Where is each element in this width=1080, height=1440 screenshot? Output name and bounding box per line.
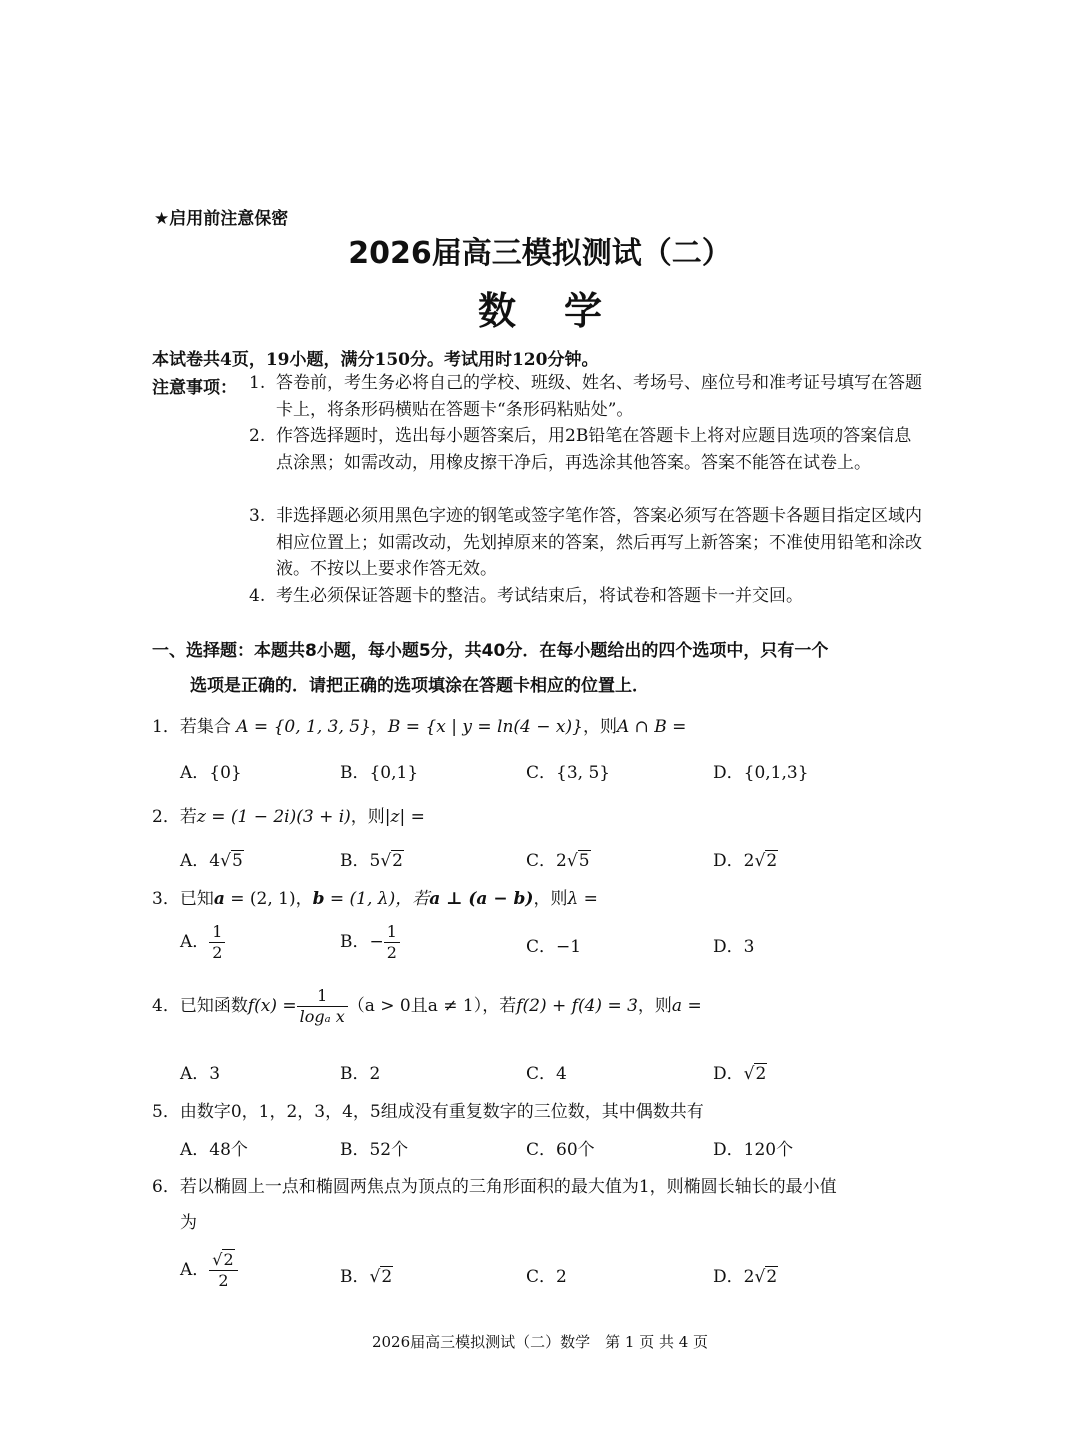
notice-item: 考生必须保证答题卡的整洁。考试结束后，将试卷和答题卡一并交回。 [276, 586, 803, 606]
sqrt: √5 [566, 851, 590, 871]
exam-summary: 本试卷共4页，19小题，满分150分。考试用时120分钟。 [152, 350, 599, 370]
sqrt: √2 [369, 1267, 393, 1287]
math-expr: B = {x | y = ln(4 − x)} [387, 717, 583, 737]
question-number: 2． [152, 807, 180, 827]
option-label: A． [180, 932, 210, 952]
option-a: A．48个 [180, 1140, 248, 1160]
confidential-mark: ★启用前注意保密 [154, 209, 289, 229]
question-number: 4． [152, 996, 180, 1016]
option-label: B． [340, 1267, 370, 1287]
option-label: B． [340, 851, 370, 871]
sqrt: √2 [212, 1250, 234, 1269]
math-expr: λ = [567, 889, 598, 909]
denominator: 2 [218, 1271, 229, 1290]
vector-b: b [312, 889, 325, 909]
section-line: 选项是正确的．请把正确的选项填涂在答题卡相应的位置上． [190, 676, 649, 696]
option-b: B．52个 [340, 1140, 409, 1160]
radicand: 2 [392, 851, 403, 871]
subject-title: 数学 [477, 289, 650, 333]
option-b: B．2 [340, 1064, 381, 1084]
radicand: 2 [766, 851, 778, 871]
option-b [340, 1262, 393, 1287]
option-a: A．3 [180, 1064, 221, 1084]
question-text: ，则 [582, 717, 617, 737]
section-line: 一、选择题：本题共8小题，每小题5分，共40分．在每小题给出的四个选项中，只有一个 [152, 641, 829, 661]
option-value: 2 [743, 1267, 755, 1287]
option-c: C．2 [526, 1267, 567, 1287]
question-text: 已知函数 [179, 996, 248, 1016]
sqrt: √5 [220, 851, 243, 871]
vector-a: a [213, 889, 225, 909]
question-5: 5．由数字0，1，2，3，4，5组成没有重复数字的三位数，其中偶数共有 [152, 1102, 704, 1122]
option-c: C．{3, 5} [526, 763, 611, 783]
notice-number: 3. [249, 506, 266, 526]
question-number: 3． [152, 889, 180, 909]
question-3 [152, 884, 598, 909]
question-text: 已知 [179, 889, 214, 909]
math-expr: f(2) + f(4) = 3 [516, 996, 638, 1016]
option-d [713, 1262, 778, 1287]
math-expr: |z| = [384, 807, 425, 827]
fraction [209, 1250, 237, 1291]
page-footer: 2026届高三模拟测试（二）数学 第 1 页 共 4 页 [371, 1333, 709, 1351]
math-expr: z = (1 − 2i)(3 + i) [196, 807, 351, 827]
option-value: 2 [556, 851, 567, 871]
option-a [180, 1250, 238, 1291]
option-label: D． [713, 1267, 744, 1287]
question-number: 1． [152, 717, 180, 737]
numerator: 1 [384, 922, 400, 943]
option-value: 4 [209, 851, 221, 871]
question-2 [152, 802, 425, 827]
option-a [180, 846, 244, 871]
math-expr: A ∩ B = [616, 717, 687, 737]
math-expr: f(x) = [247, 996, 297, 1016]
option-label: A． [180, 851, 210, 871]
question-text: （a > 0且a ≠ 1），若 [347, 996, 517, 1016]
notice-item: 作答选择题时，选出每小题答案后，用2B铅笔在答题卡上将对应题目选项的答案信息点涂黑；如需改动，用橡皮擦干净后，再选涂其他答案。答案不能答在试卷上。 [276, 426, 912, 473]
option-c [526, 846, 591, 871]
sqrt: √2 [754, 851, 778, 871]
math-expr: A = {0, 1, 3, 5} [236, 717, 371, 737]
question-text: 若 [179, 807, 197, 827]
math-expr: a = [671, 996, 702, 1016]
option-c: C．60个 [526, 1140, 595, 1160]
numerator: 1 [297, 986, 348, 1007]
option-b [340, 846, 404, 871]
option-d [713, 846, 778, 871]
option-d: D．{0,1,3} [713, 763, 809, 783]
option-label: B． [340, 932, 370, 952]
math-expr: = (1, λ)，若 [324, 889, 430, 909]
option-label: D． [713, 1064, 744, 1084]
option-b [340, 922, 400, 963]
notice-number: 4. [249, 586, 266, 606]
math-expr: a ⊥ (a − b) [429, 889, 534, 909]
question-text: ，则 [533, 889, 568, 909]
question-1 [152, 712, 686, 737]
option-value: 2 [743, 851, 755, 871]
option-d: D．3 [713, 937, 755, 957]
section-heading [152, 634, 922, 704]
option-d [713, 1059, 767, 1084]
question-text: ，则 [350, 807, 385, 827]
denominator: 2 [386, 943, 397, 962]
radicand: 5 [578, 851, 590, 871]
radicand: 2 [223, 1250, 234, 1269]
question-4 [152, 986, 702, 1027]
radicand: 5 [231, 851, 243, 871]
notice-number: 2. [249, 426, 266, 446]
question-6: 6．若以椭圆上一点和椭圆两焦点为顶点的三角形面积的最大值为1，则椭圆长轴长的最小值 [152, 1177, 837, 1197]
sqrt: √2 [754, 1267, 778, 1287]
notice-item: 答卷前，考生务必将自己的学校、班级、姓名、考场号、座位号和准考证号填写在答题卡上，将条形码横贴在答题卡“条形码粘贴处”。 [276, 373, 922, 420]
notice-heading: 注意事项： [152, 378, 237, 398]
fraction [297, 986, 348, 1027]
sqrt: √2 [743, 1064, 767, 1084]
option-a [180, 922, 225, 963]
sqrt: √2 [380, 851, 403, 871]
option-label: D． [713, 851, 744, 871]
radicand: 2 [766, 1267, 778, 1287]
question-text: ， [370, 717, 388, 737]
radicand: 2 [755, 1064, 767, 1084]
notice-number: 1. [249, 373, 266, 393]
option-label: A． [180, 1260, 210, 1280]
numerator [209, 1250, 237, 1271]
exam-title: 2026届高三模拟测试（二） [348, 236, 732, 271]
option-c: C．−1 [526, 937, 582, 957]
option-c: C．4 [526, 1064, 567, 1084]
denominator: 2 [212, 943, 223, 962]
fraction [209, 922, 225, 963]
radicand: 2 [381, 1267, 393, 1287]
option-a: A．{0} [180, 763, 242, 783]
option-value: 5 [369, 851, 381, 871]
question-text: ，则 [637, 996, 672, 1016]
question-text: 若集合 [179, 717, 231, 737]
numerator: 1 [209, 922, 225, 943]
minus-sign: − [369, 932, 384, 952]
option-b: B．{0,1} [340, 763, 419, 783]
question-6-cont: 为 [180, 1213, 197, 1233]
notice-item: 非选择题必须用黑色字迹的钢笔或签字笔作答，答案必须写在答题卡各题目指定区域内相应位置上；如需改动，先划掉原来的答案，然后再写上新答案；不准使用铅笔和涂改液。不按以上要求作答无效。 [276, 506, 922, 579]
option-d: D．120个 [713, 1140, 794, 1160]
denominator: logₐ x [299, 1007, 345, 1026]
math-expr: = (2, 1)， [224, 889, 313, 909]
fraction [384, 922, 400, 963]
option-label: C． [526, 851, 557, 871]
